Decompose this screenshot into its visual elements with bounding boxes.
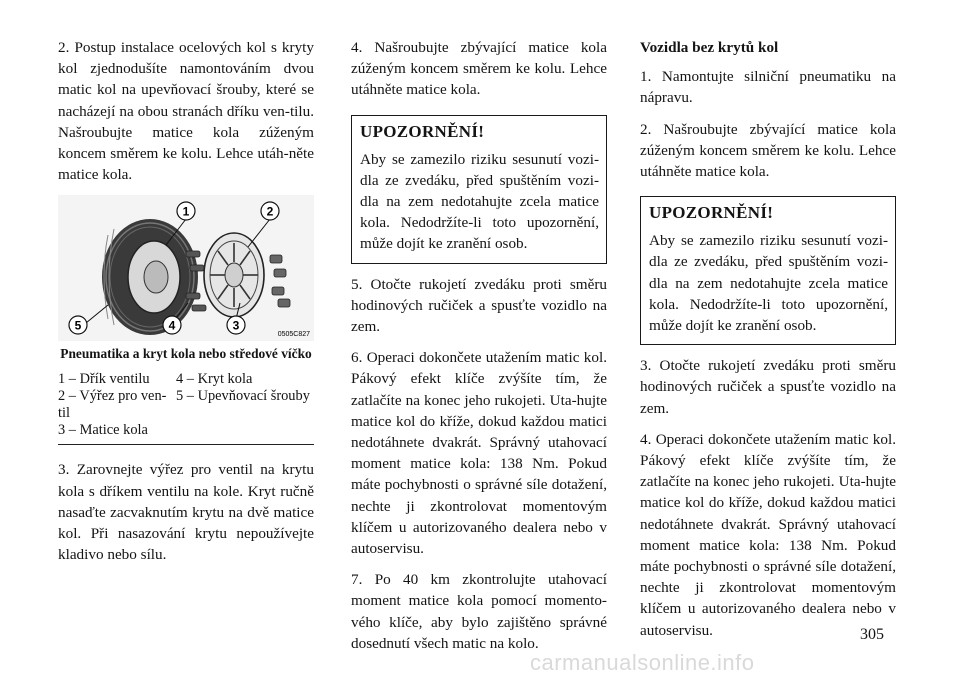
wheel-cover-figure	[58, 195, 314, 341]
callout-1-label: 1	[182, 204, 190, 219]
watermark: carmanualsonline.info	[530, 650, 755, 675]
legend-item-3: 3 – Matice kola	[58, 422, 148, 439]
tire-illustration	[102, 219, 198, 335]
warning-text: Aby se zamezilo riziku sesunutí vozi-dla ze zvedáku, před spuštěním vozi-dla na zem nedotahujte zcela matice kola. Nedodržíte-li toto upozornění, může dojít ke zranění osob.	[360, 150, 599, 253]
step-3-paragraph: 3. Otočte rukojetí zvedáku proti směru hodinových ručiček a spusťte vozidlo na zem.	[640, 357, 896, 417]
column-middle	[351, 37, 607, 664]
callout-4-label: 4	[168, 318, 176, 333]
step-2-paragraph: 2. Postup instalace ocelových kol s kryty kol zjednodušíte namontováním dvou matic kol na upevňovací šrouby, které se nacházejí na obou stranách dříku ven-tilu. Našroubujte matice kola zúženým koncem směrem ke kolu. Lehce utáh-něte matice kola.	[58, 39, 314, 184]
figure-code: 0505C827	[277, 331, 310, 339]
callout-1	[177, 202, 195, 220]
legend-item-1: 1 – Dřík ventilu	[58, 371, 150, 388]
step-5-paragraph: 5. Otočte rukojetí zvedáku proti směru hodinových ručiček a spusťte vozidlo na zem.	[351, 275, 607, 336]
step-7-paragraph: 7. Po 40 km zkontrolujte utahovací moment matice kola pomocí momento-vého klíče, aby bylo zajištěno správné dosednutí všech matic na kolo.	[351, 571, 607, 652]
step-2-paragraph: 2. Našroubujte zbývající matice kola zúženým koncem směrem ke kolu. Lehce utáhněte matice kola.	[640, 120, 896, 181]
warning-box	[351, 115, 607, 264]
step-4-paragraph: 4. Našroubujte zbývající matice kola zúženým koncem směrem ke kolu. Lehce utáhněte matice kola.	[351, 39, 607, 99]
step-4-paragraph: 4. Operaci dokončete utažením matic kol. Pákový efekt klíče zvýšíte tím, že zatlačíte na konec jeho rukojeti. Uta-hujte matice kol do kříže, dokud každou matici nedotáhnete dvakrát. Správný utahovací moment matice kola: 138 Nm. Pokud máte pochybnosti o správné síle dotažení, nechte ji zkontrolovat momentovým klíčem u autorizovaného dealera nebo v autoservisu.	[640, 430, 896, 639]
callout-3	[227, 316, 245, 334]
callout-2-label: 2	[266, 204, 274, 219]
figure-legend	[58, 371, 314, 445]
callout-2	[261, 202, 279, 220]
legend-item-4: 4 – Kryt kola	[176, 371, 253, 388]
section-heading: Vozidla bez krytů kol	[640, 39, 779, 56]
callout-3-label: 3	[232, 318, 240, 333]
callout-4	[163, 316, 181, 334]
page-number: 305	[860, 626, 884, 643]
step-3-paragraph: 3. Zarovnejte výřez pro ventil na krytu kola s dříkem ventilu na kole. Kryt ručně nasaďte zacvaknutím krytu na dvě matice kol. Při nasazování krytu nepoužívejte kladivo nebo sílu.	[58, 461, 314, 564]
warning-text: Aby se zamezilo riziku sesunutí vozi-dla ze zvedáku, před spuštěním vozi-dla na zem nedotahujte zcela matice kola. Nedodržíte-li toto upozornění, může dojít ke zranění osob.	[649, 232, 888, 335]
legend-item-5: 5 – Upevňovací šrouby	[176, 388, 310, 405]
callout-5	[69, 316, 87, 334]
column-left	[58, 37, 314, 575]
figure-caption: Pneumatika a kryt kola nebo středové víčko	[60, 346, 312, 362]
step-6-paragraph: 6. Operaci dokončete utažením matic kol. Pákový efekt klíče zvýšíte tím, že zatlačíte na konec jeho rukojeti. Uta-hujte matice kol do kříže, dokud každou matici nedotáhnete dvakrát. Správný utahovací moment matice kola: 138 Nm. Pokud máte pochybnosti o správné síle dotažení, nechte ji zkontrolovat momentovým klíčem u autorizovaného dealera nebo v autoservisu.	[351, 349, 607, 558]
wheel-cover-illustration	[204, 233, 264, 317]
warning-box	[640, 196, 896, 345]
legend-item-2: 2 – Výřez pro ven-til	[58, 388, 167, 422]
column-right	[640, 37, 896, 651]
warning-title: UPOZORNĚNÍ!	[649, 203, 774, 223]
warning-title: UPOZORNĚNÍ!	[360, 121, 485, 141]
callout-5-label: 5	[74, 318, 82, 333]
step-1-paragraph: 1. Namontujte silniční pneumatiku na nápravu.	[640, 68, 896, 107]
